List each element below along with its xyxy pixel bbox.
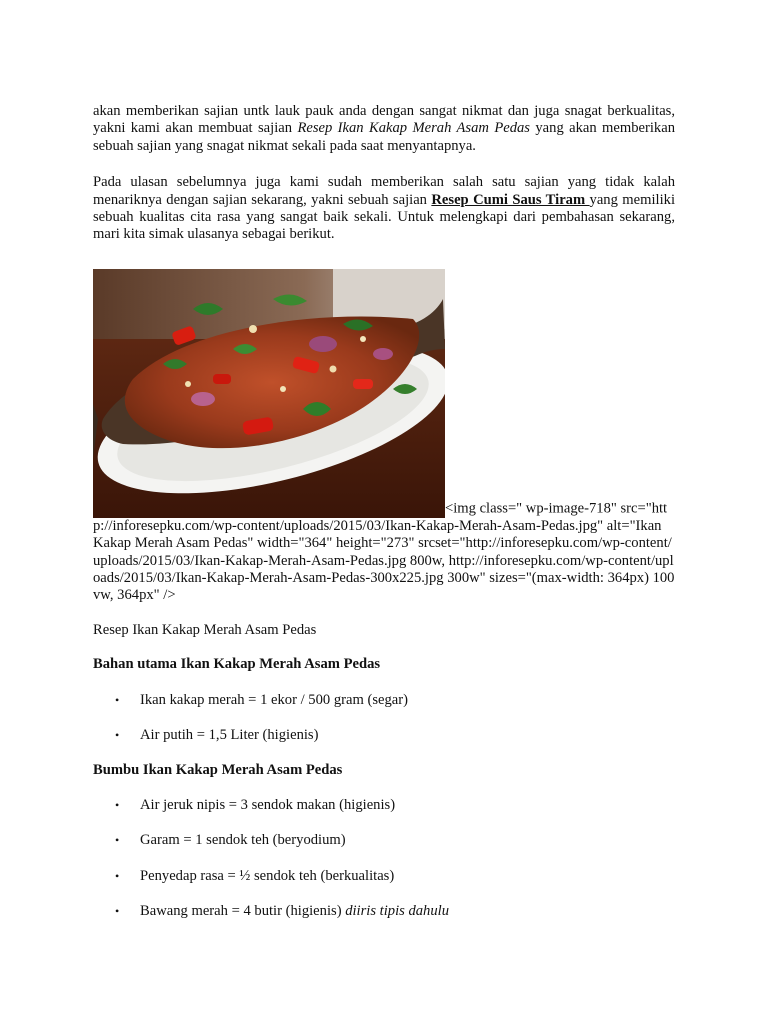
intro-p2-text: Pada ulasan sebelumnya juga kami sudah memberikan salah satu sajian yang tidak kalah menariknya dengan sajian sekarang, yakni sebuah sajian xyxy=(93,174,675,208)
fish-dish-photo xyxy=(93,269,445,518)
list-item-text: Air putih = 1,5 Liter (higienis) xyxy=(140,727,319,744)
list-item-text: Bawang merah = 4 butir (higienis) xyxy=(140,903,346,920)
list-item-text: Air jeruk nipis = 3 sendok makan (higienis) xyxy=(140,796,396,813)
document-content xyxy=(93,103,675,921)
list-item xyxy=(93,903,675,920)
list-item-note-italic: diiris tipis dahulu xyxy=(345,903,449,920)
related-recipe-link[interactable]: Resep Cumi Saus Tiram xyxy=(431,191,590,208)
bullet-icon: • xyxy=(115,692,120,707)
intro-p2-text-end: yang memiliki sebuah kualitas cita rasa yang sangat baik sekali. Untuk melengkapi dari pembahasan sekarang, mari kita simak ulasanya sebagai berikut. xyxy=(93,191,675,243)
intro-p1-text: akan memberikan sajian untk lauk pauk anda dengan sangat nikmat dan juga snagat berkualitas, yakni kami akan membuat sajian xyxy=(93,103,675,137)
main-ingredients-heading: Bahan utama Ikan Kakap Merah Asam Pedas xyxy=(93,656,381,673)
list-item xyxy=(93,692,675,709)
list-item-text: Ikan kakap merah = 1 ekor / 500 gram (segar) xyxy=(140,691,408,708)
intro-p1-text-end: yang akan memberikan sebuah sajian yang snagat nikmat sekali pada saat menyantapnya. xyxy=(93,120,675,154)
list-item xyxy=(93,832,675,849)
main-ingredients-list xyxy=(93,692,675,745)
image-caption: Resep Ikan Kakap Merah Asam Pedas xyxy=(93,621,317,638)
list-item-text: Garam = 1 sendok teh (beryodium) xyxy=(140,832,346,849)
intro-paragraph-1 xyxy=(93,103,675,155)
spices-heading: Bumbu Ikan Kakap Merah Asam Pedas xyxy=(93,761,343,778)
fish-dish-illustration xyxy=(93,269,445,518)
spices-list xyxy=(93,797,675,921)
list-item xyxy=(93,727,675,744)
bullet-icon: • xyxy=(115,868,120,883)
list-item-text: Penyedap rasa = ½ sendok teh (berkualitas) xyxy=(140,867,395,884)
bullet-icon: • xyxy=(115,904,120,919)
bullet-icon: • xyxy=(115,833,120,848)
bullet-icon: • xyxy=(115,797,120,812)
recipe-title-italic: Resep Ikan Kakap Merah Asam Pedas xyxy=(297,120,530,137)
intro-paragraph-2 xyxy=(93,174,675,244)
list-item xyxy=(93,868,675,885)
bullet-icon: • xyxy=(115,728,120,743)
raw-img-code: <img class=" wp-image-718" src="http://inforesepku.com/wp-content/uploads/2015/03/Ikan-Kakap-Merah-Asam-Pedas.jpg" alt="Ikan Kakap Merah Asam Pedas" width="364" height="273" srcset="http://inforesepku.com/wp-content/uploads/2015/03/Ikan-Kakap-Merah-Asam-Pedas.jpg 800w, http://inforesepku.com/wp-content/uploads/2015/03/Ikan-Kakap-Merah-Asam-Pedas-300x225.jpg 300w" sizes="(max-width: 364px) 100vw, 364px" /> xyxy=(93,500,675,604)
list-item xyxy=(93,797,675,814)
figure xyxy=(93,269,675,605)
